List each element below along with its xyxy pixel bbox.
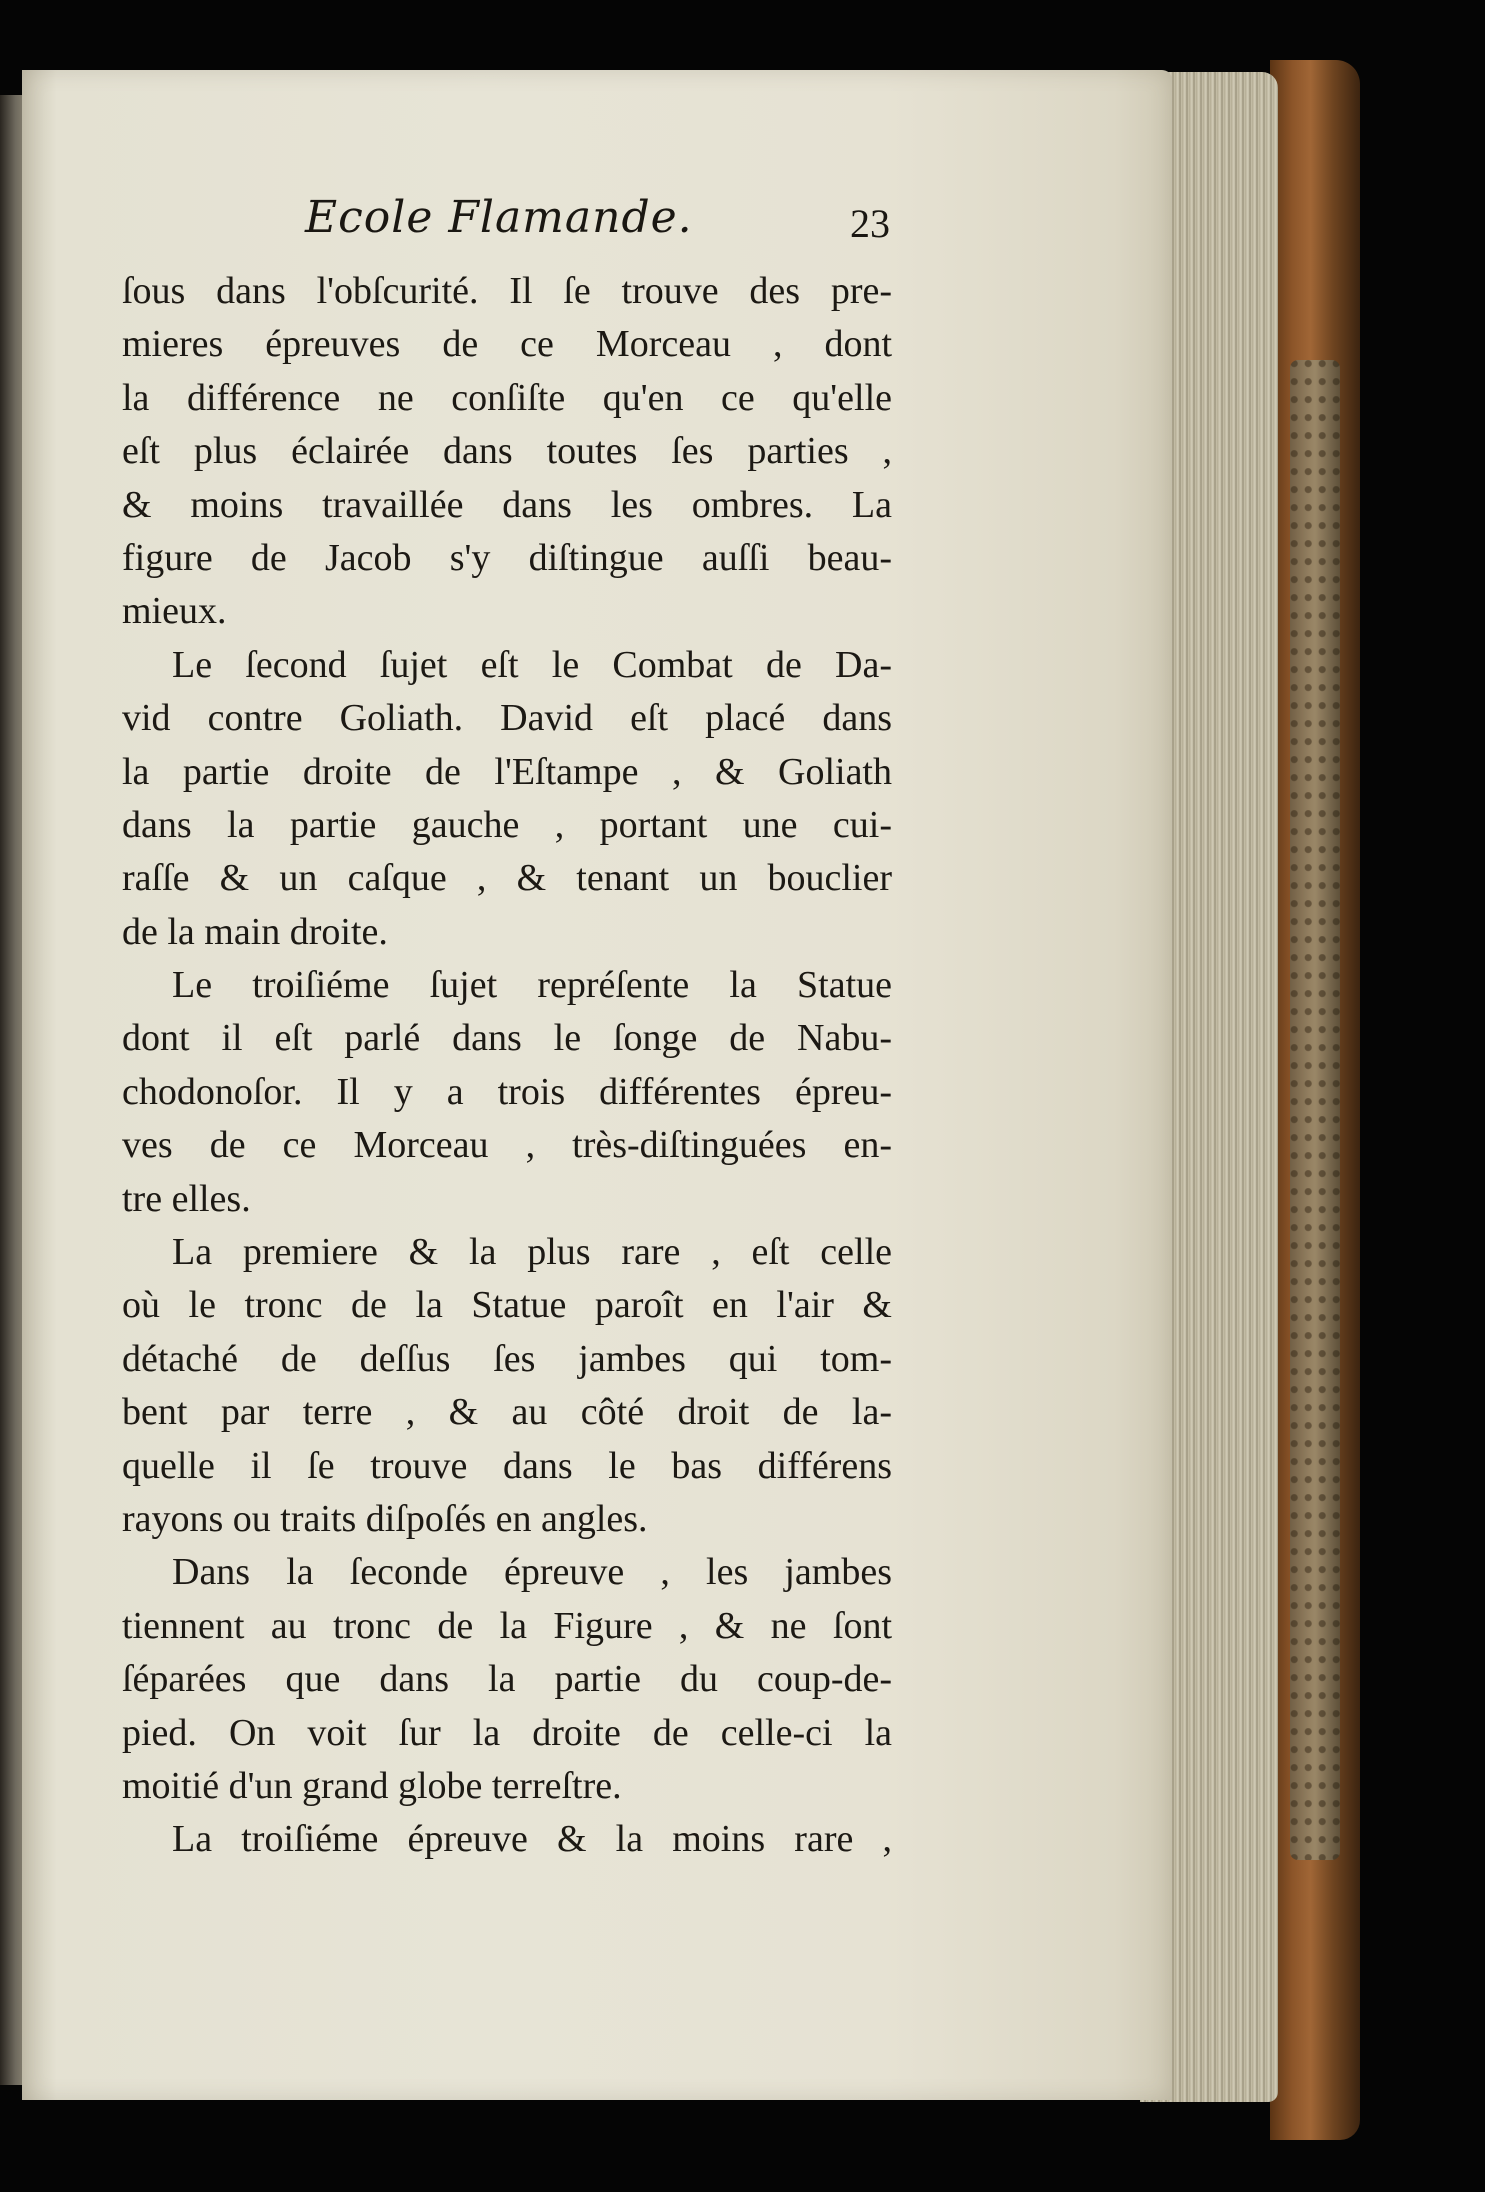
text-line: ſous dans l'obſcurité. Il ſe trouve des pre-	[122, 270, 892, 312]
text-line: chodonoſor. Il y a trois différentes épreu-	[122, 1070, 892, 1113]
text-line: la différence ne conſiſte qu'en ce qu'elle	[122, 376, 892, 419]
text-line: eſt plus éclairée dans toutes ſes parties ,	[122, 430, 892, 473]
text-line: ſéparées que dans la partie du coup-de-	[122, 1658, 892, 1701]
text-line: tre elles.	[122, 1177, 251, 1220]
leather-binding	[1270, 60, 1360, 2140]
text-line: dans la partie gauche , portant une cui-	[122, 803, 892, 846]
text-line: où le tronc de la Statue paroît en l'air &	[122, 1284, 892, 1327]
text-line: Le ſecond ſujet eſt le Combat de Da-	[172, 643, 892, 686]
page-header	[120, 192, 890, 262]
text-line: & moins travaillée dans les ombres. La	[122, 483, 892, 526]
text-line: figure de Jacob s'y diſtingue auſſi beau-	[122, 536, 892, 579]
text-line: ves de ce Morceau , très-diſtinguées en-	[122, 1124, 892, 1167]
text-line: la partie droite de l'Eſtampe , & Goliath	[122, 750, 892, 793]
text-line: dont il eſt parlé dans le ſonge de Nabu-	[122, 1017, 892, 1060]
text-line: mieux.	[122, 590, 227, 633]
text-line: quelle il ſe trouve dans le bas différens	[122, 1444, 892, 1487]
text-line: pied. On voit ſur la droite de celle-ci la	[122, 1711, 892, 1754]
text-line: moitié d'un grand globe terreſtre.	[122, 1764, 622, 1807]
text-line: mieres épreuves de ce Morceau , dont	[122, 323, 892, 366]
text-line: Dans la ſeconde épreuve , les jambes	[172, 1551, 892, 1594]
text-line: tiennent au tronc de la Figure , & ne ſont	[122, 1604, 892, 1647]
text-line: de la main droite.	[122, 910, 388, 953]
running-title: Ecole Flamande.	[305, 192, 693, 243]
text-line: bent par terre , & au côté droit de la-	[122, 1391, 892, 1434]
text-line: détaché de deſſus ſes jambes qui tom-	[122, 1337, 892, 1380]
text-line: raſſe & un caſque , & tenant un bouclier	[122, 857, 892, 900]
text-line: vid contre Goliath. David eſt placé dans	[122, 697, 892, 740]
text-line: Le troiſiéme ſujet repréſente la Statue	[172, 964, 892, 1007]
page-number: 23	[850, 201, 890, 246]
text-line: La premiere & la plus rare , eſt celle	[172, 1231, 892, 1274]
text-line: La troiſiéme épreuve & la moins rare ,	[172, 1818, 892, 1861]
text-line: rayons ou traits diſpoſés en angles.	[122, 1497, 648, 1540]
body-text	[122, 265, 892, 1867]
